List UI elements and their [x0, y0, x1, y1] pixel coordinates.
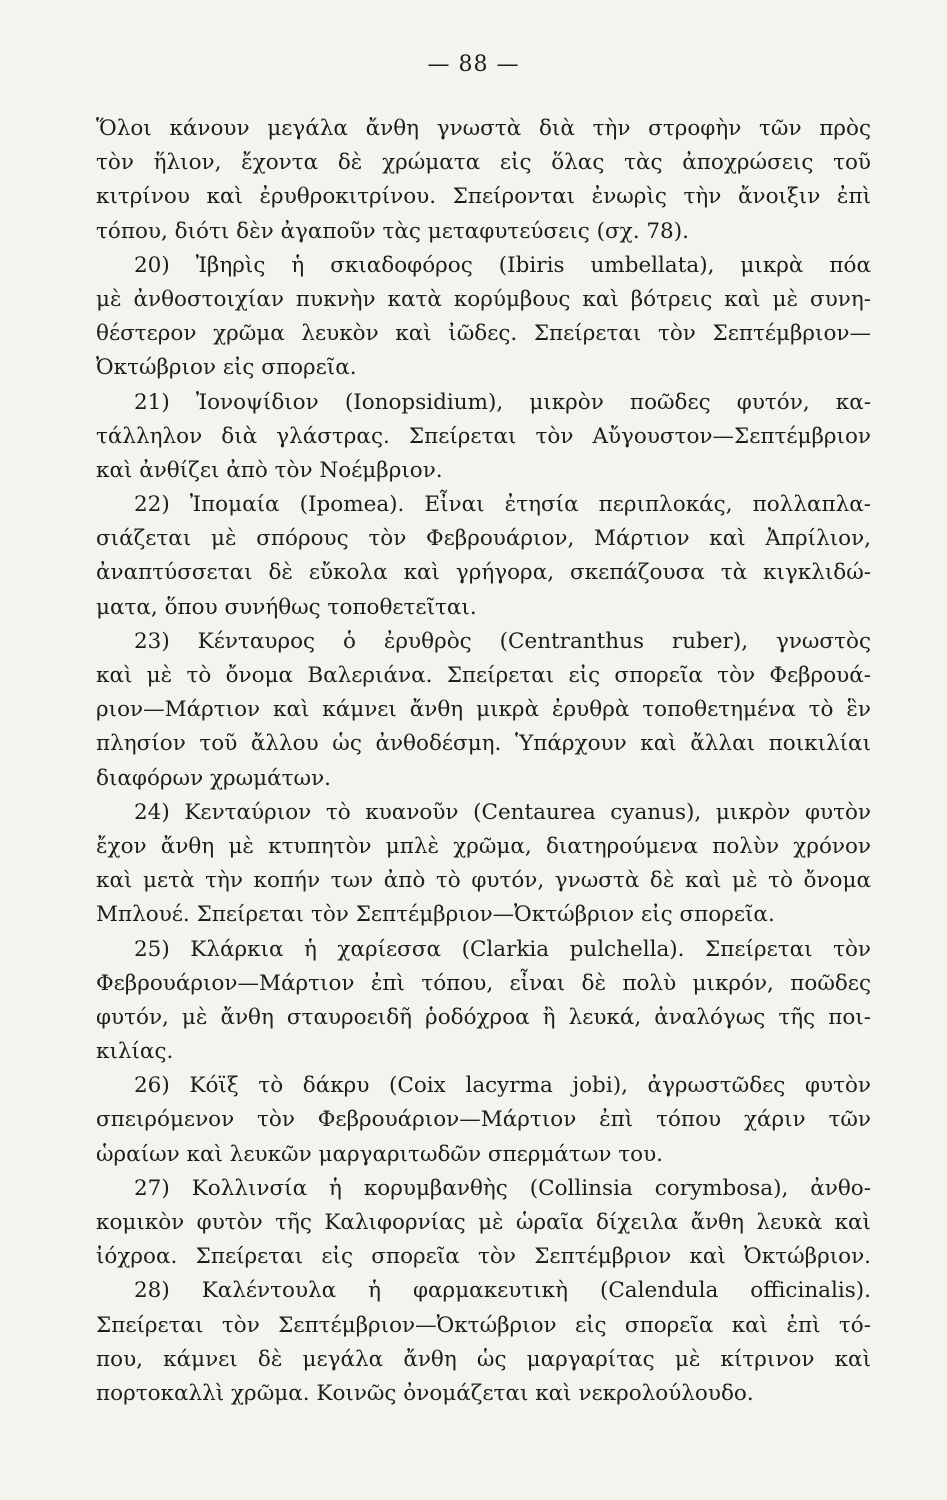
text-line: Φεβρουάριον—Μάρτιον ἐπὶ τόπου, εἶναι δὲ πολὺ μικρόν, ποῶδες: [96, 970, 871, 996]
text-line: ὡραίων καὶ λευκῶν μαργαριτωδῶν σπερμάτων του.: [96, 1141, 664, 1167]
text-line: Μπλουέ. Σπείρεται τὸν Σεπτέμβριον—Ὀκτώβριον εἰς σπορεῖα.: [96, 902, 775, 928]
text-line: κιλίας.: [96, 1039, 174, 1065]
text-line: ἀναπτύσσεται δὲ εὔκολα καὶ γρήγορα, σκεπάζουσα τὰ κιγκλιδώ-: [96, 560, 871, 586]
text-line: που, κάμνει δὲ μεγάλα ἄνθη ὡς μαργαρίτας μὲ κίτρινον καὶ: [96, 1346, 871, 1372]
text-line: φυτόν, μὲ ἄνθη σταυροειδῆ ῥοδόχροα ἢ λευκά, ἀναλόγως τῆς ποι-: [96, 1004, 871, 1030]
body-text: [96, 112, 871, 1411]
text-line: διαφόρων χρωμάτων.: [96, 765, 331, 791]
text-line: σπειρόμενον τὸν Φεβρουάριον—Μάρτιον ἐπὶ τόπου χάριν τῶν: [96, 1107, 871, 1133]
text-line: 23) Κένταυρος ὁ ἐρυθρὸς (Centranthus ruber), γνωστὸς: [134, 628, 871, 654]
text-line: 28) Καλέντουλα ἡ φαρμακευτικὴ (Calendula officinalis).: [134, 1278, 871, 1304]
text-line: 21) Ἰονοψίδιον (Ionopsidium), μικρὸν ποῶδες φυτόν, κα-: [134, 389, 871, 415]
text-line: 27) Κολλινσία ἡ κορυμβανθὴς (Collinsia corymbosa), ἀνθο-: [134, 1175, 871, 1201]
page-number: — 88 —: [427, 52, 520, 77]
text-line: καὶ μετὰ τὴν κοπήν των ἀπὸ τὸ φυτόν, γνωστὰ δὲ καὶ μὲ τὸ ὄνομα: [96, 868, 871, 894]
text-line: Ὅλοι κάνουν μεγάλα ἄνθη γνωστὰ διὰ τὴν στροφὴν τῶν πρὸς: [96, 116, 871, 141]
text-line: τόπου, διότι δὲν ἀγαποῦν τὰς μεταφυτεύσεις (σχ. 78).: [96, 218, 689, 244]
text-line: ριον—Μάρτιον καὶ κάμνει ἄνθη μικρὰ ἐρυθρὰ τοποθετημένα τὸ ἓν: [96, 697, 871, 723]
text-line: κιτρίνου καὶ ἐρυθροκιτρίνου. Σπείρονται ἐνωρὶς τὴν ἄνοιξιν ἐπὶ: [96, 184, 871, 210]
text-line: 25) Κλάρκια ἡ χαρίεσσα (Clarkia pulchella). Σπείρεται τὸν: [134, 936, 871, 962]
text-line: τάλληλον διὰ γλάστρας. Σπείρεται τὸν Αὔγουστον—Σεπτέμβριον: [96, 423, 871, 449]
text-line: Ὀκτώβριον εἰς σπορεῖα.: [96, 355, 357, 381]
text-line: Σπείρεται τὸν Σεπτέμβριον—Ὀκτώβριον εἰς σπορεῖα καὶ ἐπὶ τό-: [96, 1312, 871, 1338]
text-line: μὲ ἀνθοστοιχίαν πυκνὴν κατὰ κορύμβους καὶ βότρεις καὶ μὲ συνη-: [96, 286, 871, 312]
text-line: θέστερον χρῶμα λευκὸν καὶ ἰῶδες. Σπείρεται τὸν Σεπτέμβριον—: [96, 321, 871, 347]
text-line: κομικὸν φυτὸν τῆς Καλιφορνίας μὲ ὡραῖα δίχειλα ἄνθη λευκὰ καὶ: [96, 1210, 871, 1235]
text-line: καὶ ἀνθίζει ἀπὸ τὸν Νοέμβριον.: [96, 457, 443, 483]
text-line: 22) Ἰπομαία (Ipomea). Εἶναι ἐτησία περιπλοκάς, πολλαπλα-: [134, 492, 871, 518]
text-line: πορτοκαλλὶ χρῶμα. Κοινῶς ὀνομάζεται καὶ νεκρολούλουδο.: [96, 1380, 754, 1406]
text-line: τὸν ἥλιον, ἔχοντα δὲ χρώματα εἰς ὅλας τὰς ἀποχρώσεις τοῦ: [96, 150, 871, 176]
text-line: ἔχον ἄνθη μὲ κτυπητὸν μπλὲ χρῶμα, διατηρούμενα πολὺν χρόνον: [96, 833, 871, 859]
text-line: 24) Κενταύριον τὸ κυανοῦν (Centaurea cyanus), μικρὸν φυτὸν: [134, 799, 871, 825]
text-line: 20) Ἰβηρὶς ἡ σκιαδοφόρος (Ibiris umbellata), μικρὰ πόα: [134, 252, 871, 278]
text-line: ματα, ὅπου συνήθως τοποθετεῖται.: [96, 594, 477, 620]
text-line: σιάζεται μὲ σπόρους τὸν Φεβρουάριον, Μάρτιον καὶ Ἀπρίλιον,: [96, 526, 871, 552]
text-line: πλησίον τοῦ ἄλλου ὡς ἀνθοδέσμη. Ὑπάρχουν καὶ ἄλλαι ποικιλίαι: [96, 731, 871, 757]
text-line: καὶ μὲ τὸ ὄνομα Βαλεριάνα. Σπείρεται εἰς σπορεῖα τὸν Φεβρουά-: [96, 663, 871, 688]
text-line: ἰόχροα. Σπείρεται εἰς σπορεῖα τὸν Σεπτέμβριον καὶ Ὀκτώβριον.: [96, 1244, 871, 1270]
text-line: 26) Κόϊξ τὸ δάκρυ (Coix lacyrma jobi), ἀγρωστῶδες φυτὸν: [134, 1073, 871, 1099]
